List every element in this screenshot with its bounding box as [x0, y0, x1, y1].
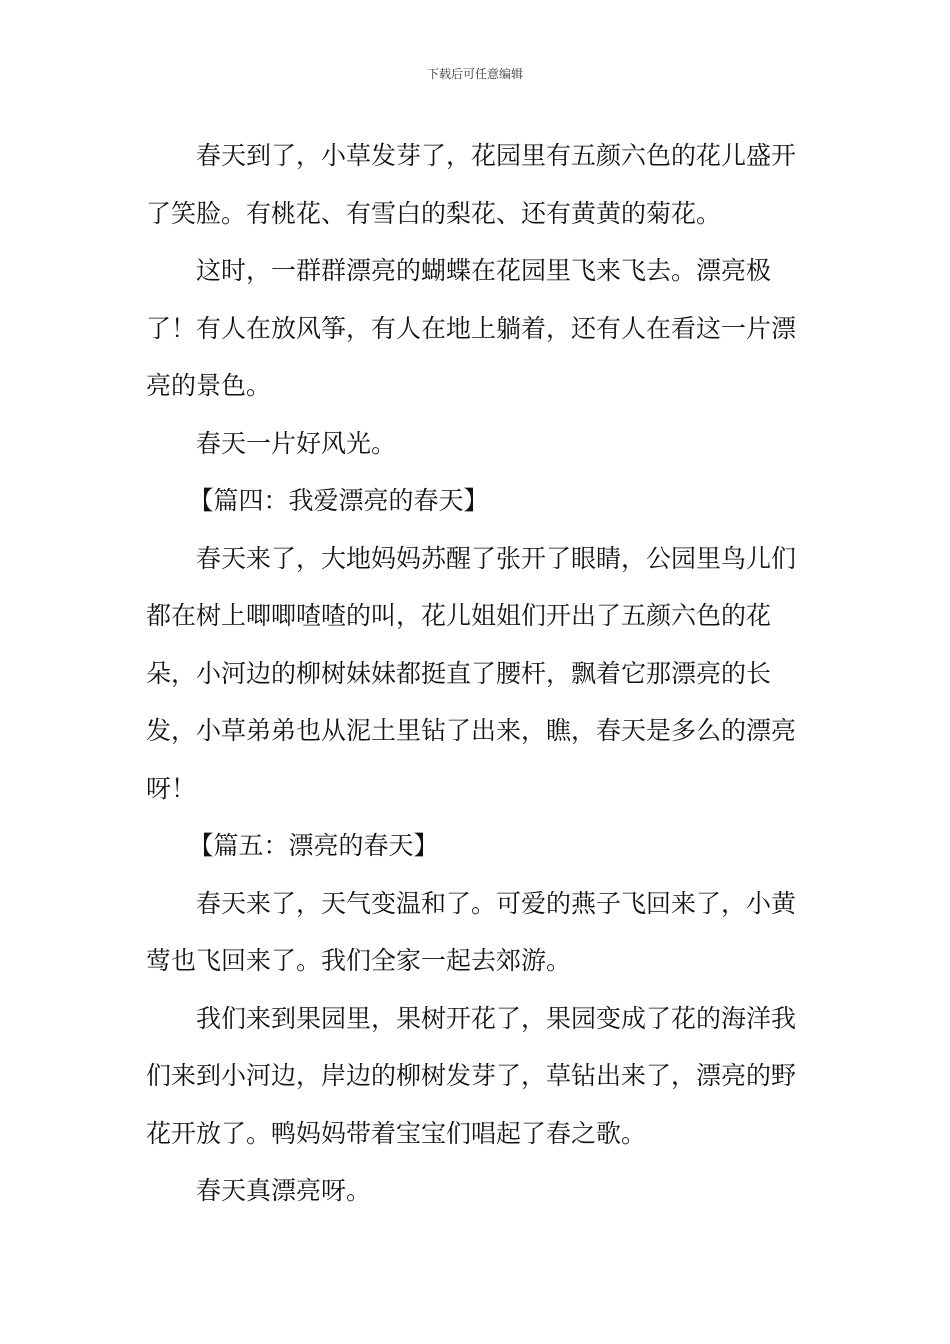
section-heading-part-four: 【篇四：我爱漂亮的春天】: [188, 486, 489, 515]
paragraph-scenery: 春天一片好风光。: [196, 428, 397, 458]
section-heading-part-five: 【篇五：漂亮的春天】: [188, 831, 439, 860]
document-body: [146, 127, 804, 1220]
paragraph-spring-awakening: 春天来了，大地妈妈苏醒了张开了眼睛，公园里鸟儿们都在树上唧唧喳喳的叫，花儿姐姐们开出了五颜六色的花朵，小河边的柳树妹妹都挺直了腰杆，飘着它那漂亮的长发，小草弟弟也从泥土里钻了出来，瞧，春天是多么的漂亮呀！: [146, 543, 797, 803]
paragraph-closing: 春天真漂亮呀。: [196, 1176, 372, 1205]
paragraph-swallows: 春天来了，天气变温和了。可爱的燕子飞回来了，小黄莺也飞回来了。我们全家一起去郊游。: [146, 888, 797, 975]
paragraph-orchard-river: 我们来到果园里，果树开花了，果园变成了花的海洋我们来到小河边，岸边的柳树发芽了，草钻出来了，漂亮的野花开放了。鸭妈妈带着宝宝们唱起了春之歌。: [146, 1003, 797, 1148]
paragraph-butterflies: 这时，一群群漂亮的蝴蝶在花园里飞来飞去。漂亮极了！有人在放风筝，有人在地上躺着，还有人在看这一片漂亮的景色。: [146, 256, 797, 400]
page-header: 下载后可任意编辑: [426, 67, 523, 81]
paragraph-spring-garden: 春天到了，小草发芽了，花园里有五颜六色的花儿盛开了笑脸。有桃花、有雪白的梨花、还有黄黄的菊花。: [146, 141, 797, 228]
